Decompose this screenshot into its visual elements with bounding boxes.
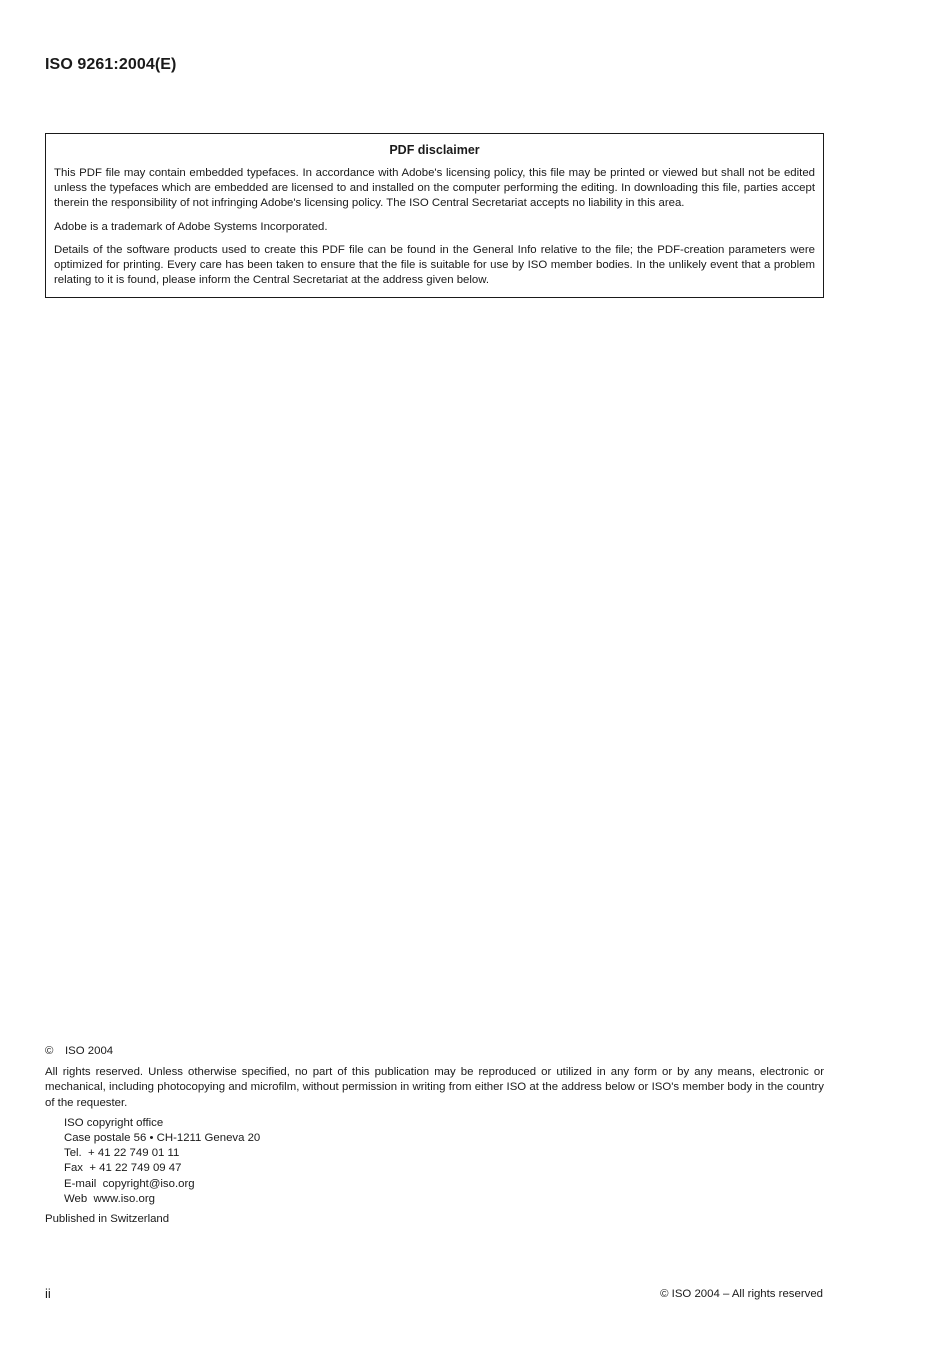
disclaimer-paragraph-trademark: Adobe is a trademark of Adobe Systems Incorporated. xyxy=(54,220,328,233)
footer-copyright: © ISO 2004 – All rights reserved xyxy=(660,1288,823,1300)
address-line-fax: Fax + 41 22 749 09 47 xyxy=(64,1162,182,1175)
disclaimer-paragraph-licensing: This PDF file may contain embedded typefaces. In accordance with Adobe's licensing policy, this file may be printed or viewed but shall not be edited unless the typefaces which are embedded are licensed to and installed on the computer performing the editing. In downloading this file, parties accept therein the responsibility of not infringing Adobe's licensing policy. The ISO Central Secretariat accepts no liability in this area. xyxy=(54,167,815,210)
address-line-tel: Tel. + 41 22 749 01 11 xyxy=(64,1147,180,1160)
copyright-notice xyxy=(45,1044,824,1059)
copyright-office-address xyxy=(64,1116,824,1207)
published-location: Published in Switzerland xyxy=(45,1213,170,1226)
disclaimer-title: PDF disclaimer xyxy=(389,143,480,157)
document-id: ISO 9261:2004(E) xyxy=(45,56,177,73)
address-line-web: Web www.iso.org xyxy=(64,1192,155,1205)
page-number: ii xyxy=(45,1286,51,1301)
disclaimer-paragraph-details: Details of the software products used to create this PDF file can be found in the General Info relative to the file; the PDF-creation parameters were optimized for printing. Every care has been taken to ensure that the file is suitable for use by ISO member bodies. In the unlikely event that a problem relating to it is found, please inform the Central Secretariat at the address given below. xyxy=(54,243,815,287)
pdf-disclaimer-box xyxy=(45,133,824,298)
copyright-year: ISO 2004 xyxy=(65,1045,114,1057)
rights-statement: All rights reserved. Unless otherwise specified, no part of this publication may be reproduced or utilized in any form or by any means, electronic or mechanical, including photocopying and microfilm, without permission in writing from either ISO at the address below or ISO's member body in the country of the requester. xyxy=(45,1066,824,1109)
address-line-email: E-mail copyright@iso.org xyxy=(64,1177,195,1190)
address-line-postal: Case postale 56 • CH-1211 Geneva 20 xyxy=(64,1132,261,1145)
copyright-symbol: © xyxy=(45,1045,54,1057)
copyright-block xyxy=(45,1044,824,1227)
address-line-office: ISO copyright office xyxy=(64,1116,164,1129)
